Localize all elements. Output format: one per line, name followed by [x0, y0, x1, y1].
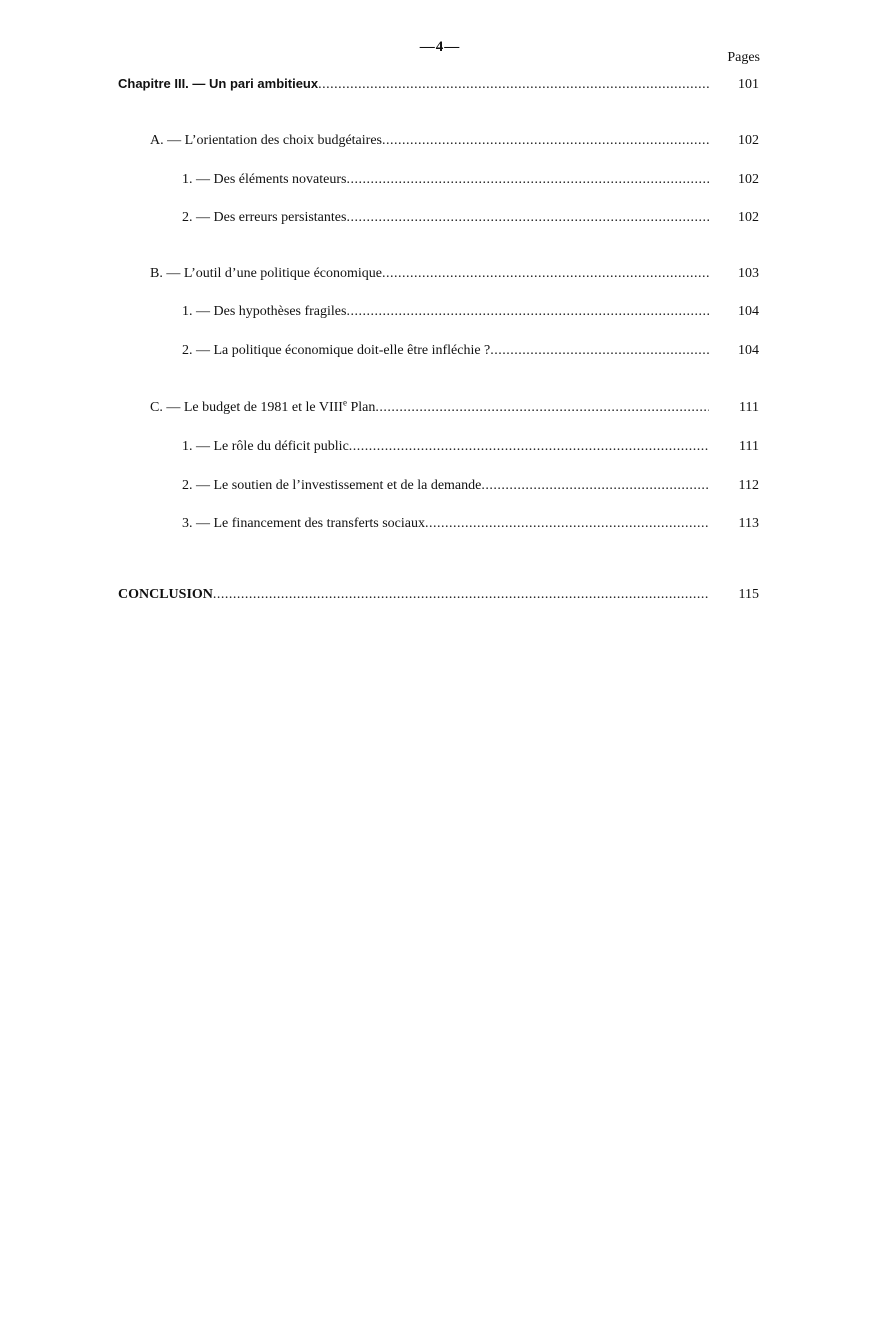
toc-entry-page: 112	[738, 478, 759, 493]
toc-entry-section-a-1	[182, 171, 759, 189]
toc-entry-page: 111	[739, 439, 759, 454]
toc-entry-page: 104	[738, 343, 759, 358]
toc-entry-page: 115	[738, 587, 759, 602]
toc-leader-dots	[346, 209, 709, 227]
toc-entry-label: CONCLUSION	[118, 587, 213, 602]
toc-entry-section-c	[150, 399, 759, 417]
toc-entry-section-a-2	[182, 209, 759, 227]
page-number: —4—	[419, 39, 461, 55]
toc-entry-label: 2. — Des erreurs persistantes	[182, 210, 347, 225]
toc-entry-page: 104	[738, 304, 759, 319]
toc-entry-label: B. — L’outil d’une politique économique	[150, 266, 383, 281]
toc-leader-dots	[382, 132, 709, 150]
toc-leader-dots	[349, 438, 709, 456]
toc-entry-label-tail: Plan	[346, 400, 376, 415]
toc-entry-label: 2. — Le soutien de l’investissement et de la demande	[182, 478, 482, 493]
toc-entry-section-b-1	[182, 303, 759, 321]
toc-leader-dots	[375, 399, 709, 417]
toc-entry-label	[150, 399, 375, 417]
toc-entry-label: A. — L’orientation des choix budgétaires	[150, 133, 382, 148]
toc-leader-dots	[318, 76, 709, 94]
toc-entry-label: Chapitre III. — Un pari ambitieux	[118, 76, 319, 91]
toc-entry-label-superscript: e	[342, 397, 347, 408]
toc-entry-conclusion	[118, 586, 759, 604]
toc-entry-label: 1. — Le rôle du déficit public	[182, 439, 349, 454]
pages-column-label: Pages	[727, 50, 760, 65]
toc-leader-dots	[425, 515, 709, 533]
toc-entry-section-c-1	[182, 438, 759, 456]
toc-entry-label: 2. — La politique économique doit-elle être infléchie ?	[182, 343, 491, 358]
toc-entry-section-c-2	[182, 477, 759, 495]
toc-entry-page: 101	[738, 77, 759, 92]
toc-entry-section-b-2	[182, 342, 759, 360]
toc-entry-page: 111	[739, 400, 759, 415]
toc-leader-dots	[346, 303, 709, 321]
toc-entry-label-main: C. — Le budget de 1981 et le VIII	[150, 400, 343, 415]
toc-entry-section-a	[150, 132, 759, 150]
toc-leader-dots	[481, 477, 709, 495]
toc-leader-dots	[382, 265, 709, 283]
toc-entry-page: 102	[738, 172, 759, 187]
toc-entry-section-c-3	[182, 515, 759, 533]
toc-entry-page: 102	[738, 210, 759, 225]
toc-leader-dots	[346, 171, 709, 189]
toc-entry-label: 1. — Des éléments novateurs	[182, 172, 347, 187]
toc-entry-section-b	[150, 265, 759, 283]
toc-entry-page: 102	[738, 133, 759, 148]
toc-entry-label: 1. — Des hypothèses fragiles	[182, 304, 347, 319]
toc-entry-label: 3. — Le financement des transferts sociaux	[182, 516, 425, 531]
toc-entry-page: 103	[738, 266, 759, 281]
toc-leader-dots	[490, 342, 709, 360]
toc-leader-dots	[213, 586, 709, 604]
toc-entry-page: 113	[738, 516, 759, 531]
toc-entry-chapter	[118, 75, 759, 94]
